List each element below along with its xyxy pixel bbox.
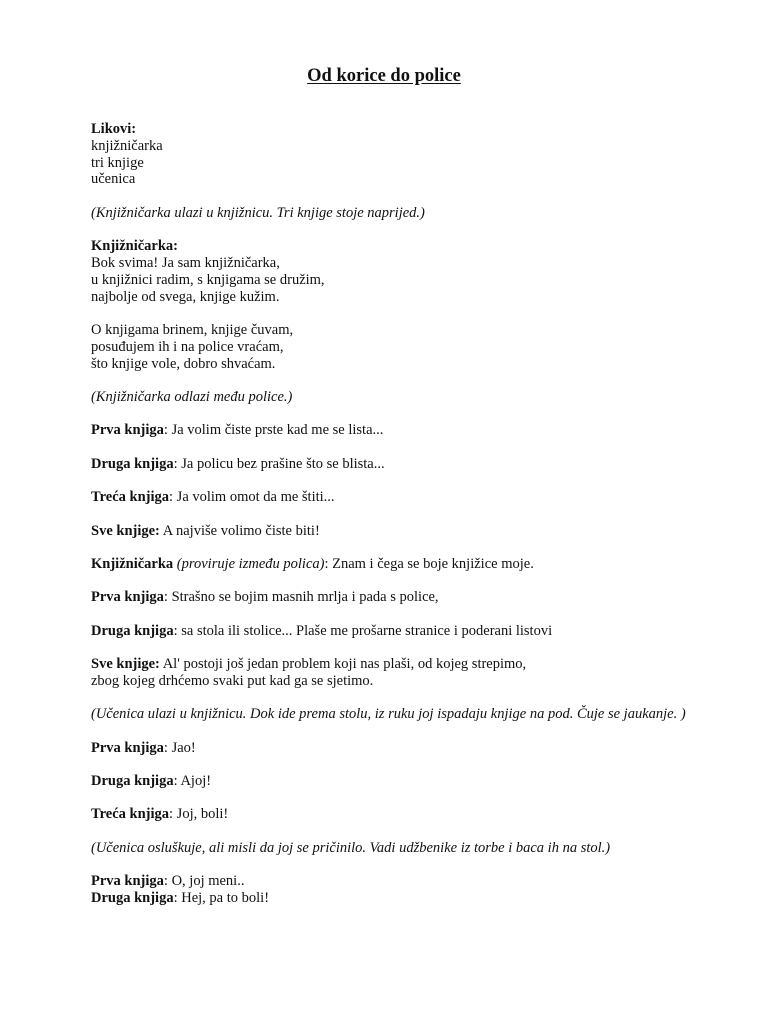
verse-line: u knjižnici radim, s knjigama se družim, — [91, 271, 325, 288]
stage-direction: (Učenica ulazi u knjižnicu. Dok ide prema stolu, iz ruku joj ispadaju knjige na pod. Čuje se jaukanje. ) — [91, 706, 686, 723]
character-item: učenica — [91, 171, 136, 188]
dialogue-line: Druga knjiga: sa stola ili stolice... Plaše me prošarne stranice i poderani listovi — [91, 622, 553, 639]
characters-heading: Likovi: — [91, 121, 137, 137]
verse-line: najbolje od svega, knjige kužim. — [91, 288, 280, 305]
verse-line: Bok svima! Ja sam knjižničarka, — [91, 254, 280, 271]
dialogue-line: Prva knjiga: Jao! — [91, 739, 196, 756]
character-item: tri knjige — [91, 154, 144, 171]
dialogue-line: Knjižničarka (proviruje između polica): Znam i čega se boje knjižice moje. — [91, 555, 534, 572]
stage-direction: (Knjižničarka ulazi u knjižnicu. Tri knjige stoje naprijed.) — [91, 204, 425, 221]
dialogue-line: Druga knjiga: Hej, pa to boli! — [91, 890, 270, 906]
script-body — [91, 121, 691, 907]
dialogue-line: Prva knjiga: Strašno se bojim masnih mrlja i pada s police, — [91, 589, 439, 606]
stage-direction: (Knjižničarka odlazi među police.) — [91, 388, 293, 405]
verse-line: posuđujem ih i na police vraćam, — [91, 338, 284, 355]
verse-line: O knjigama brinem, knjige čuvam, — [91, 321, 294, 338]
dialogue-line: Druga knjiga: Ajoj! — [91, 773, 212, 790]
dialogue-line: Treća knjiga: Joj, boli! — [91, 806, 229, 823]
dialogue-line-continued: zbog kojeg drhćemo svaki put kad ga se sjetimo. — [91, 672, 374, 689]
dialogue-line: Prva knjiga: O, joj meni.. — [91, 873, 245, 890]
dialogue-line: Druga knjiga: Ja policu bez prašine što se blista... — [91, 455, 385, 472]
dialogue-line: Sve knjige: Al' postoji još jedan problem koji nas plaši, od kojeg strepimo, — [91, 656, 527, 673]
stage-direction: (Učenica osluškuje, ali misli da joj se pričinilo. Vadi udžbenike iz torbe i baca ih na stol.) — [91, 839, 611, 856]
character-item: knjižničarka — [91, 137, 163, 154]
document-title: Od korice do police — [307, 66, 461, 86]
verse-line: što knjige vole, dobro shvaćam. — [91, 355, 276, 372]
dialogue-line: Prva knjiga: Ja volim čiste prste kad me se lista... — [91, 422, 384, 439]
dialogue-line: Sve knjige: A najviše volimo čiste biti! — [91, 522, 320, 539]
speaker-label: Knjižničarka: — [91, 238, 178, 255]
dialogue-line: Treća knjiga: Ja volim omot da me štiti... — [91, 489, 335, 506]
